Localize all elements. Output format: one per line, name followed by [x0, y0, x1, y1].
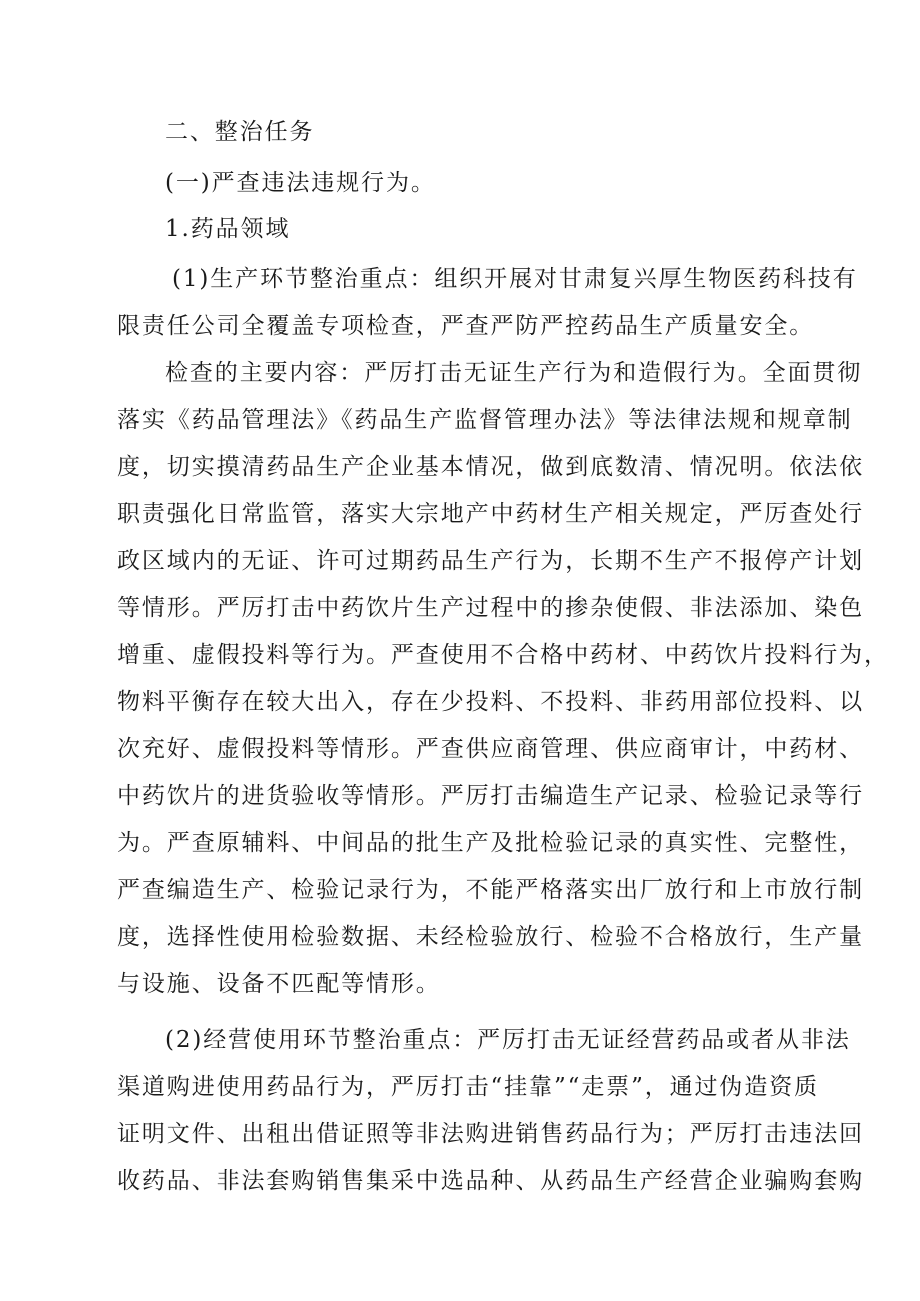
paragraph-line: 收药品、非法套购销售集采中选品种、从药品生产经营企业骗购套购 [117, 1168, 864, 1194]
paragraph-line: 严查编造生产、检验记录行为，不能严格落实出厂放行和上市放行制 [117, 877, 864, 903]
paragraph-line: 与设施、设备不匹配等情形。 [117, 971, 441, 997]
paragraph-line: 为。严查原辅料、中间品的批生产及批检验记录的真实性、完整性， [117, 830, 864, 856]
subsection-item-heading: 1.药品领域 [165, 216, 291, 242]
paragraph-line: 限责任公司全覆盖专项检查，严查严防严控药品生产质量安全。 [117, 313, 815, 339]
paragraph-line: 度，选择性使用检验数据、未经检验放行、检验不合格放行，生产量 [117, 924, 864, 950]
paragraph-line: 落实《药品管理法》《药品生产监督管理办法》等法律法规和规章制 [117, 407, 853, 433]
paragraph-line: 物料平衡存在较大出入，存在少投料、不投料、非药用部位投料、以 [117, 689, 864, 715]
paragraph-line: 度，切实摸清药品生产企业基本情况，做到底数清、情况明。依法依 [117, 454, 864, 480]
subsection-heading: (一)严查违法违规行为。 [165, 170, 436, 196]
paragraph-line: 渠道购进使用药品行为，严厉打击“挂靠”“走票”，通过伪造资质 [117, 1074, 820, 1100]
paragraph-line: 增重、虚假投料等行为。严查使用不合格中药材、中药饮片投料行为， [117, 642, 889, 668]
paragraph-line: 等情形。严厉打击中药饮片生产过程中的掺杂使假、非法添加、染色 [117, 595, 864, 621]
paragraph-line: 次充好、虚假投料等情形。严查供应商管理、供应商审计，中药材、 [117, 736, 864, 762]
paragraph-line: (1)生产环节整治重点：组织开展对甘肃复兴厚生物医药科技有 [172, 266, 858, 292]
paragraph-line: 职责强化日常监管，落实大宗地产中药材生产相关规定，严厉查处行 [117, 501, 864, 527]
paragraph-line: 中药饮片的进货验收等情形。严厉打击编造生产记录、检验记录等行 [117, 783, 864, 809]
paragraph-line: 政区域内的无证、许可过期药品生产行为，长期不生产不报停产计划 [117, 548, 864, 574]
paragraph-line: 检查的主要内容：严厉打击无证生产行为和造假行为。全面贯彻 [165, 360, 863, 386]
section-heading: 二、整治任务 [165, 119, 315, 145]
paragraph-line: 证明文件、出租出借证照等非法购进销售药品行为；严厉打击违法回 [117, 1121, 864, 1147]
paragraph-line: (2)经营使用环节整治重点：严厉打击无证经营药品或者从非法 [165, 1027, 851, 1053]
